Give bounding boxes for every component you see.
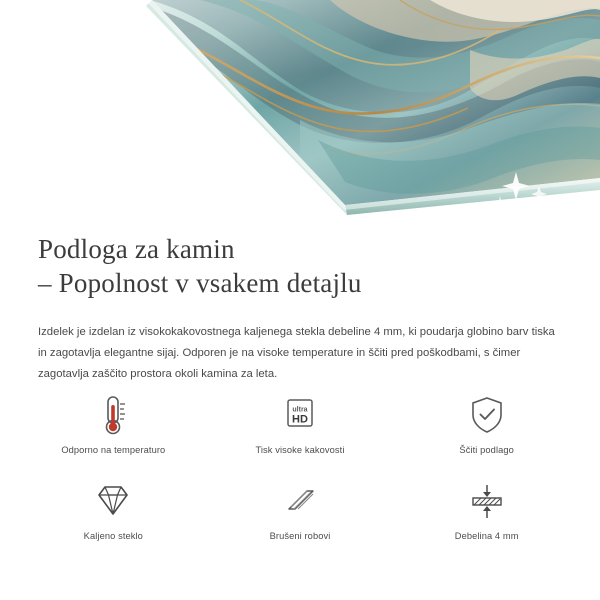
feature-label: Odporno na temperaturo [61,445,166,455]
hero-image [0,0,600,222]
shield-check-icon [465,392,509,438]
feature-label: Ščiti podlago [459,445,514,455]
thickness-4mm-icon [464,478,510,524]
page-title [38,232,568,300]
feature-item-thickness [393,478,580,558]
headline-line-2: – Popolnost v vsakem detajlu [38,268,362,298]
feature-label: Kaljeno steklo [83,531,143,541]
feature-item-polished-edges [207,478,394,558]
thermometer-icon [93,392,133,438]
feature-label: Debelina 4 mm [454,531,519,541]
ultra-hd-icon [277,392,323,438]
description-paragraph: Izdelek je izdelan iz visokokakovostnega kaljenega stekla debeline 4 mm, ki poudarja globino barv tiska in zagotavlja elegantne sijaj. Odporen je na visoke temperature in ščiti pred poškodbami, s čimer zagotavlja zaščito prostora okoli kamina za leta. [38,326,555,381]
svg-text:HD: HD [292,413,308,426]
svg-text:ultra: ultra [292,406,308,414]
feature-label: Tisk visoke kakovosti [255,445,345,455]
feature-item-print-quality [207,392,394,472]
marble-glass-illustration [0,0,600,222]
feature-item-surface-protection [393,392,580,472]
headline-line-1: Podloga za kamin [38,234,235,264]
feature-grid [20,392,580,558]
feature-label: Brušeni robovi [269,531,331,541]
feature-item-tempered-glass [20,478,207,558]
polished-edges-icon [277,478,323,524]
diamond-icon [90,478,136,524]
feature-item-temperature [20,392,207,472]
